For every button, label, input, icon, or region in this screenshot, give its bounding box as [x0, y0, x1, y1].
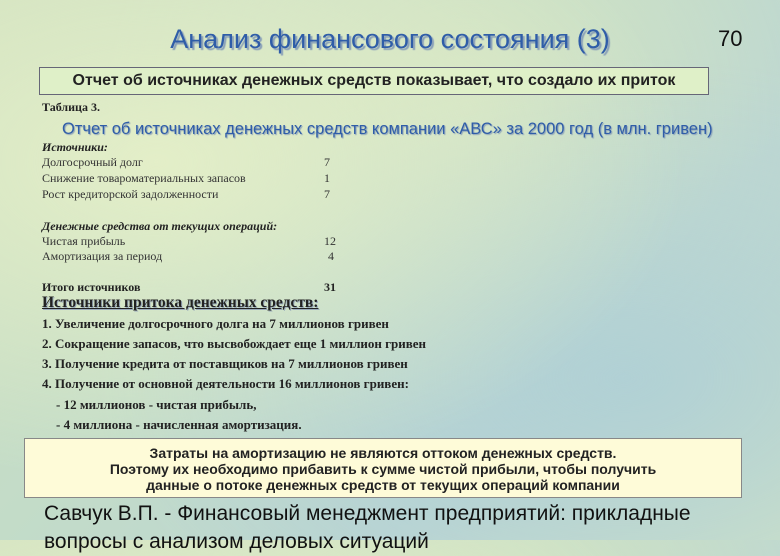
footer-citation: Савчук В.П. - Финансовый менеджмент предприятий: прикладные вопросы с анализом деловых ситуаций	[44, 502, 691, 553]
table-row	[42, 234, 336, 249]
list-item: 3. Получение кредита от поставщиков на 7 миллионов гривен	[42, 356, 408, 371]
table-title: Отчет об источниках денежных средств компании «АВС» за 2000 год (в млн. гривен)	[62, 120, 713, 138]
sources-heading: Источники:	[42, 140, 108, 154]
row-label: Рост кредиторской задолженности	[42, 187, 219, 201]
note-box	[24, 438, 742, 498]
table-label: Таблица 3.	[42, 100, 100, 114]
list-subitem: - 12 миллионов - чистая прибыль,	[56, 397, 257, 412]
row-label: Снижение товароматериальных запасов	[42, 171, 246, 185]
total-label: Итого источников	[42, 280, 141, 294]
note-line: данные о потоке денежных средств от текущих операций компании	[146, 477, 620, 493]
list-subitem: - 4 миллиона - начисленная амортизация.	[56, 417, 302, 432]
row-label: Чистая прибыль	[42, 234, 126, 248]
inflow-heading: Источники притока денежных средств:	[42, 294, 319, 311]
total-value: 31	[324, 280, 336, 294]
table-row	[42, 249, 334, 264]
operations-heading: Денежные средства от текущих операций:	[42, 219, 278, 233]
row-value: 12	[324, 234, 336, 248]
row-label: Амортизация за период	[42, 249, 163, 263]
note-line: Поэтому их необходимо прибавить к сумме чистой прибыли, чтобы получить	[109, 461, 657, 477]
row-value: 4	[328, 249, 334, 263]
list-item: 1. Увеличение долгосрочного долга на 7 миллионов гривен	[42, 316, 389, 331]
page-number: 70	[718, 26, 743, 51]
row-label: Долгосрочный долг	[42, 155, 143, 169]
summary-box: Отчет об источниках денежных средств показывает, что создало их приток	[39, 67, 709, 95]
row-value: 7	[324, 155, 330, 169]
note-line: Затраты на амортизацию не являются оттоком денежных средств.	[149, 445, 617, 461]
row-value: 7	[324, 187, 330, 201]
table-total-row	[42, 280, 336, 295]
slide-title: Анализ финансового состояния (3)	[170, 24, 610, 54]
table-row	[42, 187, 330, 202]
table-row	[42, 155, 330, 170]
list-item: 2. Сокращение запасов, что высвобождает еще 1 миллион гривен	[42, 336, 427, 351]
list-item: 4. Получение от основной деятельности 16 миллионов гривен:	[42, 376, 409, 391]
row-value: 1	[324, 171, 330, 185]
table-row	[42, 171, 330, 186]
